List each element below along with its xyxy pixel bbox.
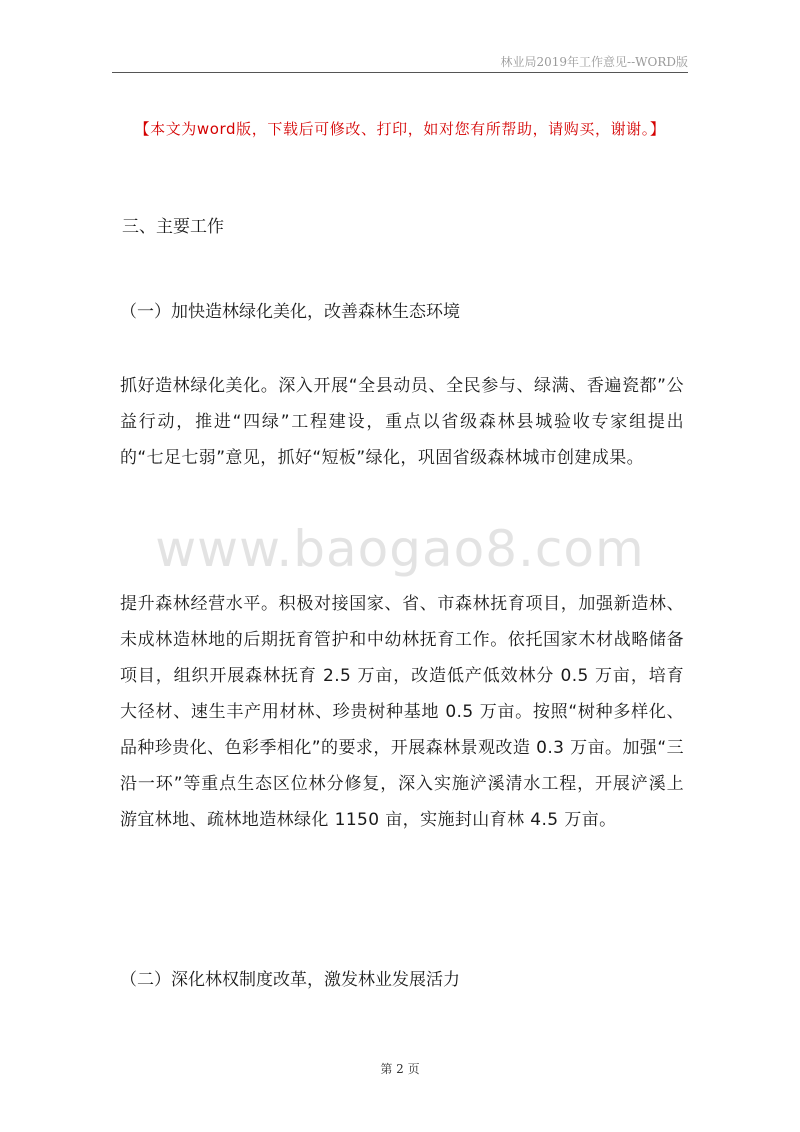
header-divider [112, 72, 688, 73]
section-heading: 三、主要工作 [122, 217, 224, 237]
running-header: 林业局2019年工作意见--WORD版 [500, 55, 688, 69]
paragraph-greening: 抓好造林绿化美化。深入开展“全县动员、全民参与、绿满、香遍瓷都”公益行动，推进“四绿”工程建设，重点以省级森林县城验收专家组提出的“七足七弱”意见，抓好“短板”绿化，巩固省级森林城市创建成果。 [120, 376, 684, 468]
watermark: www.baogao8.com [155, 520, 645, 578]
paragraph-forest-management: 提升森林经营水平。积极对接国家、省、市森林抚育项目，加强新造林、未成林造林地的后期抚育管护和中幼林抚育工作。依托国家木材战略储备项目，组织开展森林抚育 2.5 万亩，改造低产低效林分 0.5 万亩，培育大径材、速生丰产用材林、珍贵树种基地 0.5 万亩。按照“树种多样化、品种珍贵化、色彩季相化”的要求，开展森林景观改造 0.3 万亩。加强“三沿一环”等重点生态区位林分修复，深入实施浐溪清水工程，开展浐溪上游宜林地、疏林地造林绿化 1150 亩，实施封山育林 4.5 万亩。 [120, 594, 684, 830]
purchase-notice: 【本文为word版，下载后可修改、打印，如对您有所帮助，请购买，谢谢。】 [134, 120, 666, 138]
subheading-afforestation: （一）加快造林绿化美化，改善森林生态环境 [120, 302, 460, 322]
page-number: 第 2 页 [380, 1062, 420, 1076]
subheading-tenure-reform: （二）深化林权制度改革，激发林业发展活力 [120, 970, 460, 990]
